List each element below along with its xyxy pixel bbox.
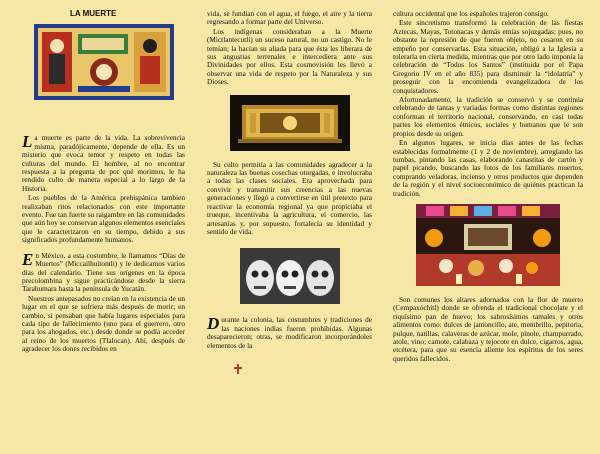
paragraph: Los pueblos de la América prehispánica tambien realizaban ritos relacionados con este importante evento. Fue tan fuerte su raigambre en las comunidades que aún hoy se conservan algunos elementos esenciales que le caracterizaron en su tiempo, debido a sus significados profundamente humanos. — [22, 193, 185, 245]
codex-mural-image — [34, 24, 174, 100]
paragraph: n México, a esta costumbre, le llamamos “Días de Muertos” (Miccailhuitontli) y le dedicamos varios días del calendario. Tiene sus orígenes en la época precolombina y sigue practicándose desde la sierra Tarahumara hasta la península de Yucatán. — [22, 250, 185, 294]
drop-cap: D — [207, 314, 220, 334]
column-middle — [207, 0, 372, 454]
cross-icon — [234, 364, 242, 374]
page-title: LA MUERTE — [70, 9, 117, 18]
sugar-skulls-image — [240, 248, 340, 304]
paragraph: Los indígenas consideraban a la Muerte (Mictlantecutli) un suceso natural, no un castigo. No le temían; la hacían su aliada para que ésta les liberara de sus angustias terrenales e intercediera ante sus Divinidades por ellos. Esta cosmovisión les llevó a observar una vida de respeto por la Naturaleza y sus Dioses. — [207, 26, 372, 87]
paragraph: Este sincretismo transformó la celebración de las fiestas Aztecas, Mayas, Totonacas y demás etnias sojuzgadas; pues, no obstante la represión de que fueron objeto, no cesaron en su empeño por conservarlas. Esta situación, obligó a la Iglesia a tolerarla en cierta medida, mientras que por otro lado imponía la celebración de “Todos los Santos” (instituida por el Papa Gregorio IV en el año 835) para disminuir la “idolatría” y proseguir con la encomienda evangelizadora de los conquistadores. — [393, 18, 583, 95]
paragraph: En algunos lugares, se inicia días antes de las fechas establecidas formalmente (1 y 2 de noviembre), arreglando las tumbas, pintando las casas, elaborando canastitas de cartón y papel picando, buscando las fotos de los familiares muertos, comprando veladoras, incienso y otros productos que dependen de la región y el nivel socioeconómico de quiénes practican la tradición. — [393, 138, 583, 198]
paragraph: Afortunadamente, la tradición se conservó y se continúa celebrando de tantas y variadas formas como distintas regiones conforman el territorio nacional, conservando, en casi todas partes los elementos étnicos, sociales y humanos que le son propios desde su origen. — [393, 95, 583, 138]
paragraph: Son comunes los altares adornados con la flor de muerto (Cempaxóchitl) donde se ofrenda el tradicional chocolate y el riquísimo pan de huevo; los sabrosísimos tamales y otros alimentos como: dulces de jamoncillo, ate, membrillo, pepitoria, pulque, natillas, calaveras de azúcar, mole, pinole, champurrado, atole, vino; camote, calabaza y tejocote en dulce, cigarros, agua, etcétera, para que su esencia aliente los espíritus de los seres queridos fallecidos. — [393, 294, 583, 363]
drop-cap: L — [22, 132, 33, 152]
paragraph: Nuestros antepasados no creían en la existencia de un lugar en el que se sufriera más después de morir; en cambio, si pensaban que había lugares especiales para cada tipo de fallecimiento (uno para el guerrero, otro para los ahogados, etc.) desde donde se podía acceder al reino de los muertos (Tlalocan). Ahí, después de agradecer los dones recibidos en — [22, 293, 185, 354]
paragraph: Su culto permitía a las comunidades agradecer a la naturaleza las buenas cosechas otorgadas, e involucraba a todas las clases sociales. Era aprovechada para convivir y transmitir sus creencias a las nuevas generaciones y llegó a convertirse en útil pretexto para reactivar la economía regional ya que propiciaba el trueque, incentivaba la agricultura, el comercio, las artesanías y, por supuesto, fortalecía su identidad y sentido de vida. — [207, 159, 372, 236]
paragraph: vida, se fundían con el agua, el fuego, el aire y la tierra regresando a formar parte del Universo. — [207, 9, 372, 27]
column-right — [393, 0, 583, 454]
altar-offering-image — [416, 204, 560, 286]
paragraph: urante la colonia, las costumbres y tradiciones de las naciones indias fueron prohibidas. Algunas desaparecieron; otras, se modificaron incorporándoles elementos de la — [207, 315, 372, 350]
column-left — [22, 0, 185, 454]
golden-shrine-image — [230, 95, 350, 151]
drop-cap: E — [22, 249, 34, 269]
paragraph: a muerte es parte de la vida. La sobrevivencia misma, paradójicamente, depende de ella. Es un misterio que evoca temor y respeto en todas las culturas del mundo. El hombre, al no encontrar respuesta a la pregunta de por qué morimos, le ha rendido culto de manera especial a lo largo de la Historia. — [22, 133, 185, 193]
paragraph: cultura occidental que los españoles trajeron consigo. — [393, 9, 549, 18]
